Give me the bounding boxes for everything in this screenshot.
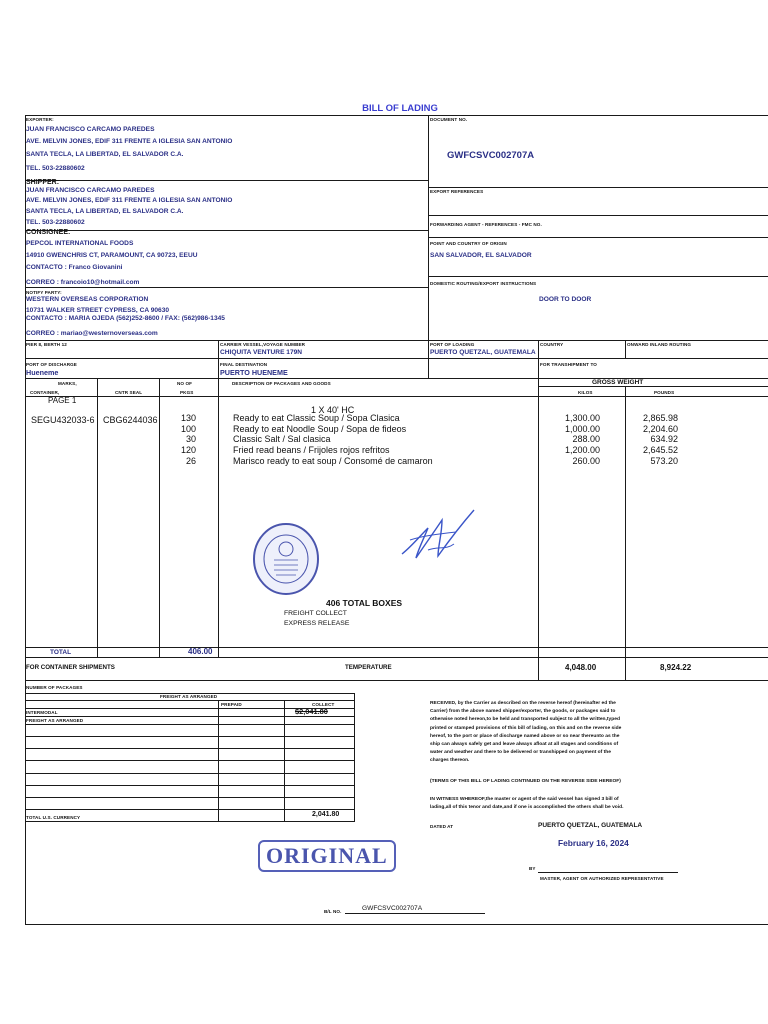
number-of-packages-label: NUMBER OF PACKAGES: [26, 685, 83, 690]
consignee-contact: CONTACTO : Franco Giovanini: [26, 264, 123, 271]
notify-contact: CONTACTO : MARIA OJEDA (562)252-8600 / FAX: (562)986-1345: [26, 315, 225, 322]
divider: [25, 180, 428, 181]
divider: [25, 358, 768, 359]
item-description: Ready to eat Classic Soup / Sopa Clasica: [233, 413, 400, 423]
vessel-value: CHIQUITA VENTURE 179N: [220, 349, 303, 356]
divider: [218, 378, 219, 657]
freight-collect-note: FREIGHT COLLECT: [284, 610, 347, 617]
gross-weight-header: GROSS WEIGHT: [592, 379, 644, 386]
page-title: BILL OF LADING: [362, 103, 438, 114]
item-kilos: 1,200.00: [564, 445, 600, 456]
marks-header: MARKS,: [58, 381, 77, 386]
signature: [398, 506, 478, 566]
consignee-email: CORREO : francoio10@hotmail.com: [26, 279, 140, 286]
shipper-address1: AVE. MELVIN JONES, EDIF 311 FRENTE A IGLESIA SAN ANTONIO: [26, 197, 233, 204]
divider: [625, 340, 626, 358]
divider: [538, 386, 768, 387]
container-header: CONTAINER,: [30, 390, 60, 395]
cntr-seal-header: CNTR SEAL: [115, 390, 143, 395]
port-discharge-label: PORT OF DISCHARGE: [26, 362, 77, 367]
terms-line: hereof, to the port or place of discharge named above or so near thereunto as the: [430, 733, 620, 739]
shipper-address2: SANTA TECLA, LA LIBERTAD, EL SALVADOR C.A.: [26, 208, 184, 215]
consignee-label: CONSIGNEE:: [26, 229, 71, 236]
divider: [25, 700, 355, 701]
freight-arranged-label: FREIGHT AS ARRANGED: [26, 718, 84, 723]
exporter-phone: TEL. 503-22880602: [26, 165, 85, 172]
item-pkgs: 100: [180, 423, 196, 434]
total-currency-label: TOTAL U.S. CURRENCY: [26, 815, 81, 820]
dated-at-label: DATED AT: [430, 824, 454, 829]
divider: [25, 287, 428, 288]
total-pkgs: 406.00: [188, 647, 213, 656]
routing-value: DOOR TO DOOR: [539, 296, 592, 303]
item-description: Marisco ready to eat soup / Consomé de camaron: [233, 455, 433, 466]
notify-name: WESTERN OVERSEAS CORPORATION: [26, 296, 149, 303]
divider: [25, 809, 355, 810]
item-description: Fried read beans / Frijoles rojos refritos: [233, 445, 390, 456]
item-kilos: 288.00: [572, 434, 600, 445]
consignee-address: 14910 GWENCHRIS CT, PARAMOUNT, CA 90723, EEUU: [26, 252, 198, 259]
bl-no-value: GWFCSVC002707A: [362, 905, 423, 912]
terms-line: Carrier) from the above named shipper/exporter, the goods, or packages said to: [430, 709, 616, 715]
item-kilos: 1,000.00: [564, 423, 600, 434]
item-pkgs: 130: [180, 413, 196, 423]
divider: [428, 187, 768, 188]
page-number: PAGE 1: [48, 396, 77, 405]
description-header: DESCRIPTION OF PACKAGES AND GOODS: [232, 381, 331, 386]
document-label: DOCUMENT NO.: [430, 117, 468, 122]
divider: [538, 340, 539, 358]
date-value: February 16, 2024: [558, 838, 629, 848]
item-pounds: 2,865.98: [642, 413, 678, 423]
dated-place: PUERTO QUETZAL, GUATEMALA: [538, 822, 643, 829]
total-kilos: 4,048.00: [565, 663, 597, 672]
divider: [97, 378, 98, 657]
document-number: GWFCSVC002707A: [447, 150, 535, 161]
pkgs-header: PKGS: [180, 390, 194, 395]
pier-label: PIER 8, BERTH 12: [26, 342, 67, 347]
onward-label: ONWARD INLAND ROUTING: [627, 342, 692, 347]
divider: [25, 724, 355, 725]
exporter-address2: SANTA TECLA, LA LIBERTAD, EL SALVADOR C.A.: [26, 151, 184, 158]
divider: [538, 378, 539, 657]
divider: [25, 396, 768, 397]
express-release-note: EXPRESS RELEASE: [284, 620, 350, 627]
divider: [25, 821, 355, 822]
divider: [428, 115, 429, 340]
divider: [25, 378, 768, 379]
divider: [218, 340, 219, 378]
total-pounds: 8,924.22: [660, 663, 692, 672]
prepaid-label: PREPAID: [221, 702, 242, 707]
exporter-address1: AVE. MELVIN JONES, EDIF 311 FRENTE A IGLESIA SAN ANTONIO: [26, 138, 233, 145]
total-currency-amount: 2,041.80: [312, 811, 340, 818]
signature-line: [538, 872, 678, 873]
bl-no-underline: [345, 913, 485, 914]
terms-line: ship can always safely get and leave always afloat at all stages and conditions of: [430, 742, 619, 748]
export-references-label: EXPORT REFERENCES: [430, 189, 484, 194]
divider: [25, 647, 768, 648]
divider: [625, 386, 626, 657]
shipper-phone: TEL. 503-22880602: [26, 219, 85, 226]
divider: [284, 700, 285, 822]
frame-top: [25, 115, 768, 116]
container-shipments-label: FOR CONTAINER SHIPMENTS: [26, 664, 115, 671]
pounds-header: POUNDS: [654, 390, 675, 395]
container-description: 1 X 40' HC: [311, 405, 355, 415]
notify-email: CORREO : mariao@westernoverseas.com: [26, 330, 158, 337]
final-destination-label: FINAL DESTINATION: [220, 362, 268, 367]
freight-header: FREIGHT AS ARRANGED: [160, 694, 218, 699]
company-seal: [252, 522, 320, 596]
kilos-header: KILOS: [578, 390, 593, 395]
item-pounds: 2,645.52: [642, 445, 678, 456]
by-label: BY: [529, 866, 536, 871]
port-discharge-value: Hueneme: [26, 368, 59, 377]
container-number: SEGU432033-6: [31, 415, 95, 425]
seal-number: CBG6244036: [103, 415, 158, 425]
divider: [25, 797, 355, 798]
notify-label: NOTIFY PARTY:: [26, 290, 62, 295]
original-stamp: ORIGINAL: [258, 840, 396, 872]
divider: [354, 693, 355, 822]
item-pkgs: 30: [185, 434, 196, 445]
shipper-name: JUAN FRANCISCO CARCAMO PAREDES: [26, 187, 155, 194]
frame-left: [25, 115, 26, 925]
divider: [25, 716, 355, 717]
terms-line: water and weather and there to be delivered or transhipped on payment of the: [430, 750, 611, 756]
divider: [25, 760, 355, 761]
carrier-label: CARRIER VESSEL,VOYAGE NUMBER: [220, 342, 306, 347]
divider: [25, 230, 428, 231]
item-pkgs: 120: [180, 445, 196, 456]
divider: [25, 680, 768, 681]
divider: [25, 773, 355, 774]
origin-label: POINT AND COUNTRY OF ORIGIN: [430, 241, 507, 246]
divider: [428, 215, 768, 216]
divider: [428, 340, 429, 378]
terms-line: RECEIVED, by the Carrier as described on the reverse hereof (hereinafter ed the: [430, 701, 616, 706]
exporter-label: EXPORTER:: [26, 117, 54, 122]
master-label: MASTER, AGENT OR AUTHORIZED REPRESENTATIVE: [540, 876, 664, 881]
terms-line: otherwise noted hereon,to be held and transported subject to all the written,typed: [430, 717, 620, 723]
port-loading-value: PUERTO QUETZAL, GUATEMALA: [430, 349, 536, 356]
witness-line-1: IN WITNESS WHEREOF,the master or agent of the said vessel has signed 3 bill of: [430, 797, 619, 802]
divider: [428, 237, 768, 238]
terms-continued: (TERMS OF THIS BILL OF LADING CONTINUED ON THE REVERSE SIDE HEREOF): [430, 779, 621, 784]
transhipment-label: FOR TRANSHIPMENT TO: [540, 362, 597, 367]
divider: [25, 340, 768, 341]
notify-address: 10731 WALKER STREET CYPRESS, CA 90630: [26, 307, 170, 314]
terms-line: printed or stamped provisions of this bill of lading, on this and on the reverse side: [430, 725, 622, 731]
divider: [538, 358, 539, 378]
divider: [25, 736, 355, 737]
exporter-name: JUAN FRANCISCO CARCAMO PAREDES: [26, 126, 155, 133]
item-description: Classic Salt / Sal clasica: [233, 434, 331, 445]
item-description: Ready to eat Noodle Soup / Sopa de fideos: [233, 423, 407, 434]
terms-line: charges thereon.: [430, 758, 470, 764]
final-destination-value: PUERTO HUENEME: [220, 368, 288, 377]
country-label: COUNTRY: [540, 342, 564, 347]
collect-label: COLLECT: [312, 702, 335, 707]
shipper-label: SHIPPER:: [26, 179, 60, 186]
divider: [25, 657, 768, 658]
origin-value: SAN SALVADOR, EL SALVADOR: [430, 252, 532, 259]
collect-amount: $2,041.80: [295, 707, 328, 716]
bl-no-label: B/L NO.: [324, 909, 342, 914]
consignee-name: PEPCOL INTERNATIONAL FOODS: [26, 240, 134, 247]
divider: [625, 657, 626, 680]
routing-label: DOMESTIC ROUTING/EXPORT INSTRUCTIONS: [430, 281, 537, 286]
terms-text: [430, 700, 650, 766]
divider: [538, 657, 539, 680]
item-pounds: 2,204.60: [642, 423, 678, 434]
item-kilos: 260.00: [572, 455, 600, 466]
divider: [25, 785, 355, 786]
divider: [25, 748, 355, 749]
total-boxes: 406 TOTAL BOXES: [326, 598, 403, 608]
frame-bottom: [25, 924, 768, 925]
port-loading-label: PORT OF LOADING: [430, 342, 475, 347]
no-of-header: NO OF: [177, 381, 193, 386]
item-kilos: 1,300.00: [564, 413, 600, 423]
item-pounds: 573.20: [650, 455, 678, 466]
divider: [218, 700, 219, 822]
intermodal-label: INTERMODAL: [26, 710, 58, 715]
temperature-label: TEMPERATURE: [345, 664, 392, 671]
witness-line-2: lading,all of this tenor and date,and if one is accomplished the others shall be void.: [430, 805, 624, 810]
total-label: TOTAL: [50, 649, 72, 656]
item-pkgs: 26: [185, 455, 196, 466]
item-pounds: 634.92: [650, 434, 678, 445]
forwarding-agent-label: FORWARDING AGENT - REFERENCES - FMC NO.: [430, 222, 542, 227]
divider: [428, 276, 768, 277]
